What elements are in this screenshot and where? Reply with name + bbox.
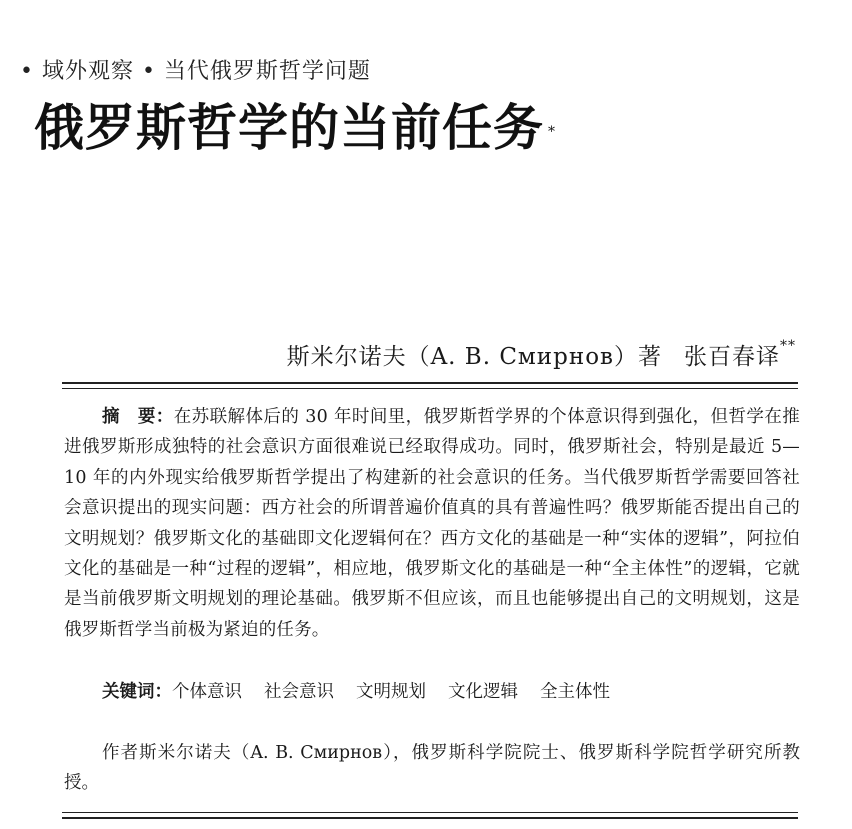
abstract	[64, 402, 800, 645]
translator-footnote-mark: **	[780, 338, 796, 354]
author-name: 斯米尔诺夫（A. B. Смирнов）著	[286, 344, 662, 370]
abstract-label: 摘 要：	[102, 407, 174, 427]
divider-bottom-thin	[62, 812, 798, 813]
article-title	[34, 96, 556, 160]
divider-bottom-thick	[62, 817, 798, 819]
keyword: 文化逻辑	[448, 682, 518, 702]
divider-top-thin	[62, 388, 798, 389]
abstract-text: 在苏联解体后的 30 年时间里，俄罗斯哲学界的个体意识得到强化，但哲学在推进俄罗斯形成独特的社会意识方面很难说已经取得成功。同时，俄罗斯社会，特别是最近 5—10 年的内外现实给俄罗斯哲学提出了构建新的社会意识的任务。当代俄罗斯哲学需要回答社会意识提出的现实问题：西方社会的所谓普遍价值真的具有普遍性吗？俄罗斯能否提出自己的文明规划？俄罗斯文化的基础即文化逻辑何在？西方文化的基础是一种“实体的逻辑”，阿拉伯文化的基础是一种“过程的逻辑”，相应地，俄罗斯文化的基础是一种“全主体性”的逻辑，它就是当前俄罗斯文明规划的理论基础。俄罗斯不但应该，而且也能够提出自己的文明规划，这是俄罗斯哲学当前极为紧迫的任务。	[64, 407, 800, 640]
byline	[287, 338, 796, 371]
keyword: 文明规划	[356, 682, 426, 702]
section-header: • 域外观察 • 当代俄罗斯哲学问题	[20, 59, 371, 84]
keywords	[102, 678, 632, 703]
keyword: 个体意识	[172, 682, 242, 702]
title-footnote-mark: *	[548, 124, 556, 140]
keyword: 社会意识	[264, 682, 334, 702]
title-text: 俄罗斯哲学的当前任务	[34, 98, 544, 157]
translator-name: 张百春译	[684, 344, 780, 370]
author-info: 作者斯米尔诺夫（A. B. Смирнов），俄罗斯科学院院士、俄罗斯科学院哲学研究所教授。	[64, 743, 800, 794]
keyword: 全主体性	[540, 682, 610, 702]
keywords-label: 关键词：	[102, 682, 172, 702]
divider-top-thick	[62, 382, 798, 384]
